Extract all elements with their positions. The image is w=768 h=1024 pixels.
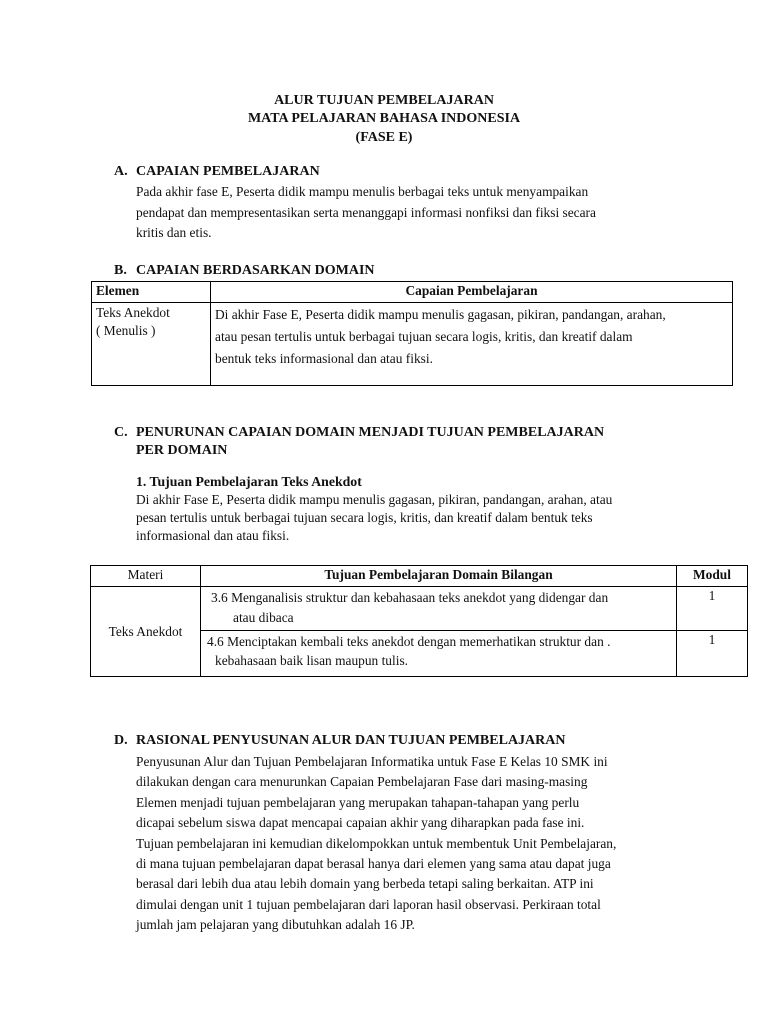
- domain-table-capaian-cell: [211, 303, 733, 386]
- section-b-letter: B.: [114, 263, 127, 278]
- section-d-letter: D.: [114, 733, 128, 748]
- paragraph-line: dimulai dengan unit 1 tujuan pembelajaran dari laporan hasil observasi. Perkiraan total: [136, 896, 601, 912]
- subsection-1-title: 1. Tujuan Pembelajaran Teks Anekdot: [136, 474, 362, 489]
- section-a-paragraph: [136, 182, 676, 244]
- paragraph-line: Pada akhir fase E, Peserta didik mampu menulis berbagai teks untuk menyampaikan: [136, 184, 589, 199]
- paragraph-line: Tujuan pembelajaran ini kemudian dikelompokkan untuk membentuk Unit Pembelajaran,: [136, 835, 617, 851]
- goal-line: kebahasaan baik lisan maupun tulis.: [215, 653, 409, 668]
- capaian-line: atau pesan tertulis untuk berbagai tujuan secara logis, kritis, dan kreatif dalam: [215, 329, 633, 344]
- document-title-line-1: ALUR TUJUAN PEMBELAJARAN: [274, 93, 494, 108]
- section-a-title: CAPAIAN PEMBELAJARAN: [136, 164, 320, 179]
- element-skill: ( Menulis ): [96, 323, 156, 338]
- section-a-heading: [114, 164, 320, 180]
- paragraph-line: dilakukan dengan cara menurunkan Capaian Pembelajaran Fase dari masing-masing: [136, 774, 588, 790]
- capaian-line: Di akhir Fase E, Peserta didik mampu menulis gagasan, pikiran, pandangan, arahan,: [215, 307, 666, 322]
- element-name: Teks Anekdot: [96, 305, 170, 320]
- section-c-letter: C.: [114, 425, 128, 440]
- goal-table-row-1-tujuan: [201, 587, 677, 631]
- paragraph-line: Elemen menjadi tujuan pembelajaran yang merupakan tahapan-tahapan yang perlu: [136, 794, 580, 810]
- paragraph-line: pendapat dan mempresentasikan serta menanggapi informasi nonfiksi dan fiksi secara: [136, 204, 596, 220]
- paragraph-line: Penyusunan Alur dan Tujuan Pembelajaran Informatika untuk Fase E Kelas 10 SMK ini: [136, 754, 608, 769]
- section-c-title-line-1: PENURUNAN CAPAIAN DOMAIN MENJADI TUJUAN PEMBELAJARAN: [136, 425, 605, 440]
- section-b-heading: [114, 263, 375, 279]
- section-b-title: CAPAIAN BERDASARKAN DOMAIN: [136, 263, 375, 278]
- section-a-letter: A.: [114, 164, 128, 179]
- capaian-line: bentuk teks informasional dan atau fiksi.: [215, 351, 433, 366]
- paragraph-line: Di akhir Fase E, Peserta didik mampu menulis gagasan, pikiran, pandangan, arahan, atau: [136, 492, 613, 507]
- paragraph-line: kritis dan etis.: [136, 225, 212, 240]
- document-title-line-2: MATA PELAJARAN BAHASA INDONESIA: [247, 111, 521, 126]
- goal-table-row-2-tujuan: [201, 631, 677, 677]
- section-c-title-line-2: PER DOMAIN: [136, 443, 228, 458]
- section-d-title: RASIONAL PENYUSUNAN ALUR DAN TUJUAN PEMBELAJARAN: [136, 733, 566, 748]
- goal-line: 4.6 Menciptakan kembali teks anekdot dengan memerhatikan struktur dan .: [207, 634, 611, 649]
- goal-table-header-materi: Materi: [91, 566, 201, 587]
- domain-table-element-cell: [92, 303, 211, 386]
- goal-line: 3.6 Menganalisis struktur dan kebahasaan teks anekdot yang didengar dan: [211, 590, 609, 605]
- goal-line: atau dibaca: [233, 610, 294, 625]
- paragraph-line: dicapai sebelum siswa dapat mencapai capaian akhir yang diharapkan pada fase ini.: [136, 815, 585, 831]
- section-d-paragraph: [136, 752, 676, 936]
- domain-table-header-capaian: Capaian Pembelajaran: [211, 282, 733, 303]
- subsection-1-paragraph: [136, 491, 676, 545]
- goal-table-materi-cell: Teks Anekdot: [91, 587, 201, 677]
- goal-table-header-modul: Modul: [677, 566, 748, 587]
- paragraph-line: berasal dari lebih dua atau lebih domain yang berbeda tetapi saling berkaitan. ATP ini: [136, 876, 594, 892]
- section-d-heading: [114, 733, 566, 749]
- goal-table-row-1-modul: 1: [677, 587, 748, 631]
- paragraph-line: informasional dan atau fiksi.: [136, 528, 290, 543]
- paragraph-line: pesan tertulis untuk berbagai tujuan secara logis, kritis, dan kreatif dalam bentuk teks: [136, 510, 593, 525]
- paragraph-line: jumlah jam pelajaran yang dibutuhkan adalah 16 JP.: [136, 917, 415, 933]
- domain-table: [91, 281, 733, 386]
- learning-goal-table: [90, 565, 748, 677]
- goal-table-row-2-modul: 1: [677, 631, 748, 677]
- domain-table-header-elemen: Elemen: [92, 282, 211, 303]
- document-title-line-3: (FASE E): [355, 130, 413, 145]
- goal-table-header-tujuan: Tujuan Pembelajaran Domain Bilangan: [201, 566, 677, 587]
- section-c-heading: [114, 424, 604, 460]
- paragraph-line: di mana tujuan pembelajaran dapat berasal hanya dari elemen yang sama atau dapat juga: [136, 856, 611, 872]
